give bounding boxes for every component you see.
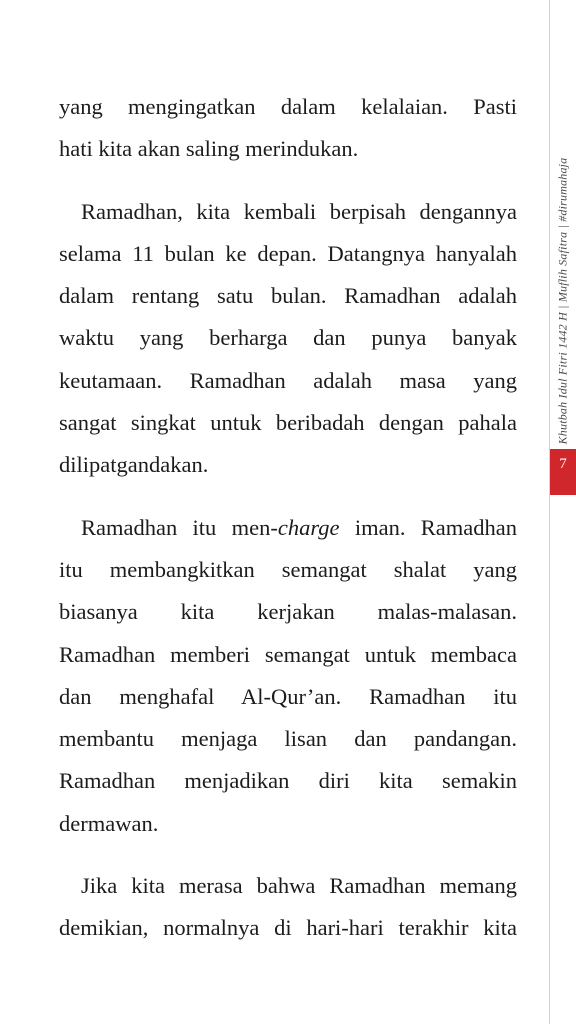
page-edge-divider bbox=[549, 0, 550, 1024]
body-text bbox=[59, 86, 517, 950]
text-line: dan menghafal Al-Qur’an. Ramadhan itu bbox=[59, 683, 517, 709]
text-line: biasanya kita kerjakan malas-malasan. bbox=[59, 599, 517, 625]
text-line: selama 11 bulan ke depan. Datangnya hanyalah bbox=[59, 240, 517, 266]
text-line: waktu yang berharga dan punya banyak bbox=[59, 325, 517, 351]
text-line: yang mengingatkan dalam kelalaian. Pasti bbox=[59, 94, 517, 119]
paragraph-ramadhan-charge bbox=[59, 507, 517, 845]
paragraph-closing bbox=[59, 865, 517, 950]
text-line: sangat singkat untuk beribadah dengan pahala bbox=[59, 410, 517, 436]
text-line: hati kita akan saling merindukan. bbox=[59, 136, 359, 162]
text-line: membantu menjaga lisan dan pandangan. bbox=[59, 726, 517, 752]
text-run: iman. Ramadhan bbox=[339, 514, 517, 540]
text-line: itu membangkitkan semangat shalat yang bbox=[59, 556, 517, 582]
text-line: dermawan. bbox=[59, 810, 159, 836]
text-line: dilipatgandakan. bbox=[59, 452, 209, 478]
paragraph-continuation bbox=[59, 86, 517, 171]
text-line: dalam rentang satu bulan. Ramadhan adalah bbox=[59, 283, 517, 309]
page-number: 7 bbox=[559, 456, 567, 472]
paragraph-ramadhan-separation bbox=[59, 191, 517, 487]
text-line: demikian, normalnya di hari-hari terakhir kita bbox=[59, 915, 517, 941]
text-line: Ramadhan, kita kembali berpisah dengannya bbox=[81, 198, 517, 224]
text-line: Jika kita merasa bahwa Ramadhan memang bbox=[81, 873, 517, 899]
text-line: keutamaan. Ramadhan adalah masa yang bbox=[59, 367, 517, 393]
page-number-tab bbox=[550, 449, 576, 495]
text-line: Ramadhan memberi semangat untuk membaca bbox=[59, 641, 517, 667]
text-run: Ramadhan itu men- bbox=[81, 514, 278, 540]
text-line bbox=[59, 507, 517, 549]
text-line: Ramadhan menjadikan diri kita semakin bbox=[59, 768, 517, 794]
italic-term: charge bbox=[277, 514, 340, 540]
running-head: Khutbah Idul Fitri 1442 H | Muflih Safitra | #dirumahaja bbox=[555, 157, 570, 445]
